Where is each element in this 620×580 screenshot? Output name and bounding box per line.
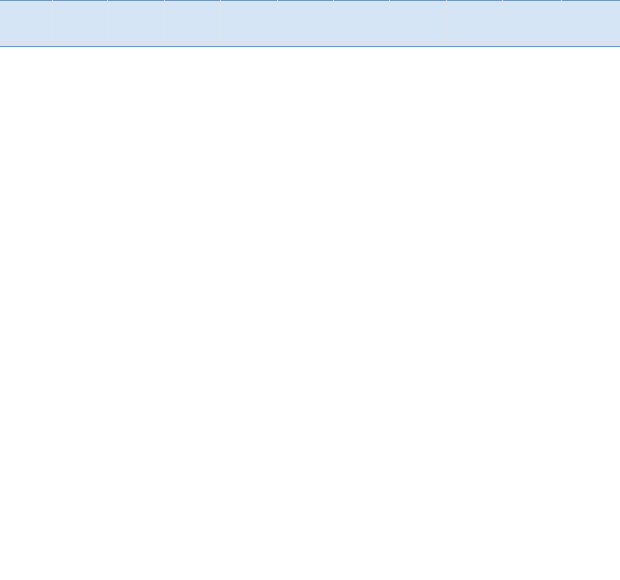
header-rules-bylaws <box>389 1 446 47</box>
header-total <box>52 1 107 47</box>
header-other <box>561 1 620 47</box>
table-header <box>0 1 620 47</box>
header-consent-approval <box>220 1 277 47</box>
corner-cell <box>0 1 52 47</box>
header-row <box>0 1 620 47</box>
header-opinion-hearing <box>502 1 561 47</box>
header-budget-settlement <box>107 1 164 47</box>
header-petition <box>446 1 502 47</box>
header-ordinance <box>164 1 220 47</box>
header-resolution <box>277 1 333 47</box>
header-proposal <box>333 1 389 47</box>
bill-statistics-table <box>0 0 620 47</box>
